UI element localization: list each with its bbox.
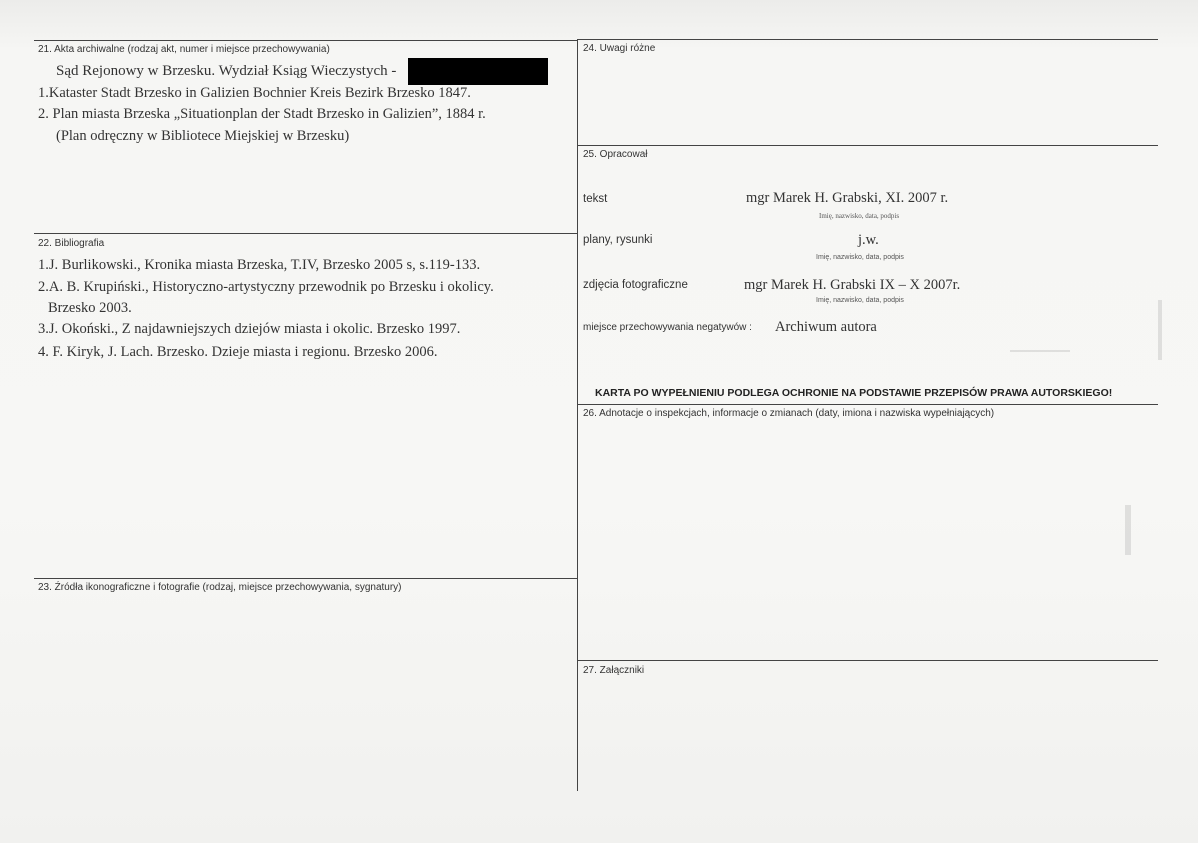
rule-s25-top (577, 145, 1158, 146)
archive-line-3: 2. Plan miasta Brzeska „Situationplan der Stadt Brzesko in Galizien”, 1884 r. (38, 106, 486, 122)
field-zdjecia-label: zdjęcia fotograficzne (583, 279, 688, 291)
bibliography-item-1: 1.J. Burlikowski., Kronika miasta Brzeska, T.IV, Brzesko 2005 s, s.119-133. (38, 257, 481, 273)
section-22-label: 22. Bibliografia (38, 238, 105, 249)
rule-s26-top (577, 404, 1158, 405)
scan-mark (1158, 300, 1162, 360)
archive-line-2: 1.Kataster Stadt Brzesko in Galizien Bochnier Kreis Bezirk Brzesko 1847. (38, 85, 471, 101)
section-26-label: 26. Adnotacje o inspekcjach, informacje o zmianach (daty, imiona i nazwiska wypełniających) (583, 408, 995, 419)
section-21-label: 21. Akta archiwalne (rodzaj akt, numer i miejsce przechowywania) (38, 44, 330, 55)
section-27-label: 27. Załączniki (583, 665, 645, 676)
bibliography-item-2: 2.A. B. Krupiński., Historyczno-artystyczny przewodnik po Brzesku i okolicy. (38, 279, 494, 295)
field-zdjecia-caption: Imię, nazwisko, data, podpis (816, 297, 904, 304)
section-24-label: 24. Uwagi różne (583, 43, 656, 54)
redaction-box (408, 58, 548, 85)
field-zdjecia-value: mgr Marek H. Grabski IX – X 2007r. (744, 277, 961, 293)
section-25-label: 25. Opracował (583, 149, 648, 160)
section-23-label: 23. Źródła ikonograficzne i fotografie (rodzaj, miejsce przechowywania, sygnatury) (38, 582, 402, 593)
field-tekst-value: mgr Marek H. Grabski, XI. 2007 r. (746, 190, 949, 206)
copyright-warning: KARTA PO WYPEŁNIENIU PODLEGA OCHRONIE NA PODSTAWIE PRZEPISÓW PRAWA AUTORSKIEGO! (595, 387, 1113, 399)
bibliography-item-2-cont: Brzesko 2003. (48, 300, 132, 316)
field-tekst-caption: Imię, nazwisko, data, podpis (819, 212, 900, 220)
field-negatywy-value: Archiwum autora (775, 319, 877, 335)
scan-mark (1010, 350, 1070, 352)
field-negatywy-label: miejsce przechowywania negatywów : (583, 322, 752, 333)
field-plany-caption: Imię, nazwisko, data, podpis (816, 254, 904, 261)
bibliography-item-3: 3.J. Okoński., Z najdawniejszych dziejów miasta i okolic. Brzesko 1997. (38, 321, 461, 337)
archive-line-1: Sąd Rejonowy w Brzesku. Wydział Ksiąg Wieczystych - (56, 63, 397, 79)
column-divider (577, 39, 578, 791)
rule-s22-top (34, 233, 577, 234)
rule-s23-top (34, 578, 577, 579)
field-plany-label: plany, rysunki (583, 234, 653, 246)
archive-line-4: (Plan odręczny w Bibliotece Miejskiej w Brzesku) (56, 128, 350, 144)
bibliography-item-4: 4. F. Kiryk, J. Lach. Brzesko. Dzieje miasta i regionu. Brzesko 2006. (38, 344, 438, 360)
field-plany-value: j.w. (858, 232, 879, 248)
rule-s27-top (577, 660, 1158, 661)
rule-top-left (34, 40, 577, 41)
scan-mark (1125, 505, 1131, 555)
field-tekst-label: tekst (583, 193, 608, 205)
rule-top-right (577, 39, 1158, 40)
